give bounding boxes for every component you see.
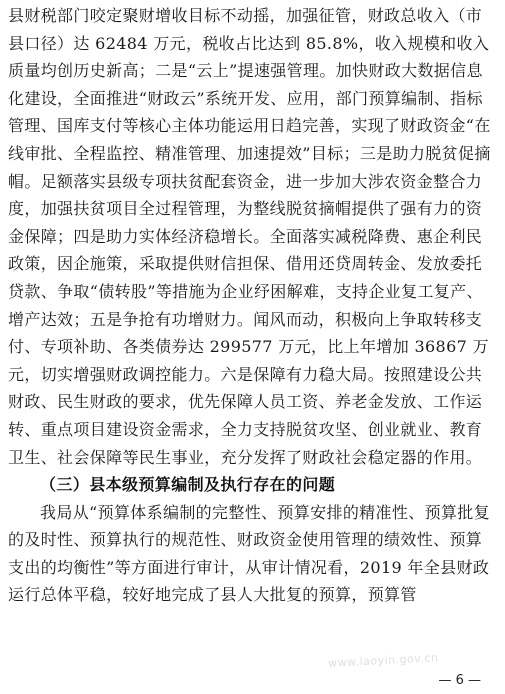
watermark: www.laoyin.gov.cn (327, 651, 439, 670)
body-paragraph: 县财税部门咬定聚财增收目标不动摇，加强征管，财政总收入（市县口径）达 62484 万元，税收占比达到 85.8%，收入规模和收入质量均创历史新高；二是“云上”提速强管理。加快财政大数据信息化建设，全面推进“财政云”系统开发、应用，部门预算编制、指标管理、国库支付等核心主体功能运用日趋完善，实现了财政资金“在线审批、全程监控、精准管理、加速提效”目标；三是助力脱贫促摘帽。足额落实县级专项扶贫配套资金，进一步加大涉农资金整合力度，加强扶贫项目全过程管理，为整线脱贫摘帽提供了强有力的资金保障；四是助力实体经济稳增长。全面落实减税降费、惠企利民政策，因企施策，采取提供财信担保、借用还贷周转金、发放委托贷款、争取“债转股”等措施为企业纾困解难，支持企业复工复产、增产达效；五是争抢有功增财力。闻风而动，积极向上争取转移支付、专项补助、各类债券达 299577 万元，比上年增加 36867 万元，切实增强财政调控能力。六是保障有力稳大局。按照建设公共财政、民生财政的要求，优先保障人员工资、养老金发放、工作运转、重点项目建设资金需求，全力支持脱贫攻坚、创业就业、教育卫生、社会保障等民生事业，充分发挥了财政社会稳定器的作用。 (8, 6, 491, 467)
body-paragraph: 我局从“预算体系编制的完整性、预算安排的精准性、预算批复的及时性、预算执行的规范性、财政资金使用管理的绩效性、预算支出的均衡性”等方面进行审计，从审计情况看，2019 年全县财政运行总体平稳，较好地完成了县人大批复的预算，预算管 (8, 502, 490, 605)
document-body (8, 2, 497, 609)
section-heading: （三）县本级预算编制及执行存在的问题 (40, 475, 336, 495)
page-number: — 6 — (438, 673, 481, 688)
